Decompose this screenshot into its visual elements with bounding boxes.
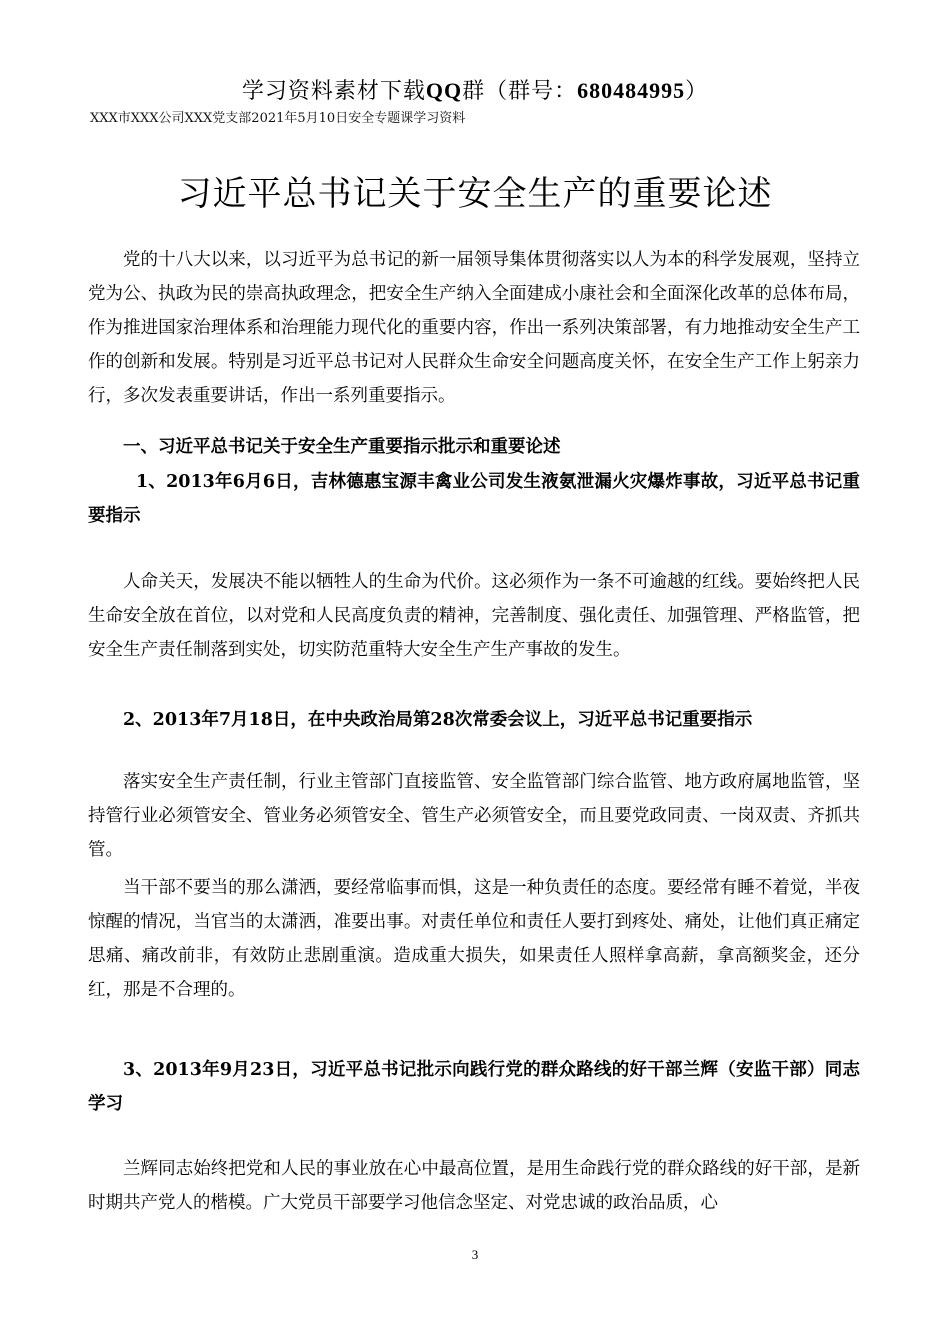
item-3-heading: 3、2013年9月23日，习近平总书记批示向践行党的群众路线的好干部兰辉（安监干部）同志学习 xyxy=(88,1060,860,1114)
banner-qq: QQ xyxy=(425,78,463,103)
item-3-body: 兰辉同志始终把党和人民的事业放在心中最高位置，是用生命践行党的群众路线的好干部，是新时期共产党人的楷模。广大党员干部要学习他信念坚定、对党忠诚的政治品质，心 xyxy=(88,1159,860,1213)
banner-number: 680484995 xyxy=(577,78,686,103)
item-1-heading: 1、2013年6月6日，吉林德惠宝源丰禽业公司发生液氨泄漏火灾爆炸事故，习近平总书记重要指示 xyxy=(88,472,860,526)
banner-group: 群（群号： xyxy=(462,79,578,104)
item-2-heading: 2、2013年7月18日，在中央政治局第28次常委会议上，习近平总书记重要指示 xyxy=(123,710,753,730)
section-1-heading: 一、习近平总书记关于安全生产重要指示批示和重要论述 xyxy=(123,437,561,457)
item-2-body-1: 落实安全生产责任制，行业主管部门直接监管、安全监管部门综合监管、地方政府属地监管，坚持管行业必须管安全、管业务必须管安全、管生产必须管安全，而且要党政同责、一岗双责、齐抓共管。 xyxy=(88,772,860,860)
item-1-body: 人命关天，发展决不能以牺牲人的生命为代价。这必须作为一条不可逾越的红线。要始终把人民生命安全放在首位，以对党和人民高度负责的精神，完善制度、强化责任、加强管理、严格监管，把安全生产责任制落到实处，切实防范重特大安全生产生产事故的发生。 xyxy=(88,572,860,660)
intro-paragraph: 党的十八大以来，以习近平为总书记的新一届领导集体贯彻落实以人为本的科学发展观，坚持立党为公、执政为民的崇高执政理念，把安全生产纳入全面建成小康社会和全面深化改革的总体布局，作为推进国家治理体系和治理能力现代化的重要内容，作出一系列决策部署，有力地推动安全生产工作的创新和发展。特别是习近平总书记对人民群众生命安全问题高度关怀，在安全生产工作上躬亲力行，多次发表重要讲话，作出一系列重要指示。 xyxy=(88,250,860,406)
banner-close: ） xyxy=(685,79,709,104)
document-title: 习近平总书记关于安全生产的重要论述 xyxy=(177,174,773,214)
banner-text: 学习资料素材下载 xyxy=(241,79,426,104)
document-subheader: XXX市XXX公司XXX党支部2021年5月10日安全专题课学习资料 xyxy=(90,111,466,126)
page-number: 3 xyxy=(471,1247,479,1262)
download-banner xyxy=(0,74,950,105)
item-2-body-2: 当干部不要当的那么潇洒，要经常临事而惧，这是一种负责任的态度。要经常有睡不着觉，半夜惊醒的情况，当官当的太潇洒，准要出事。对责任单位和责任人要打到疼处、痛处，让他们真正痛定思痛、痛改前非，有效防止悲剧重演。造成重大损失，如果责任人照样拿高薪，拿高额奖金，还分红，那是不合理的。 xyxy=(88,878,860,1000)
